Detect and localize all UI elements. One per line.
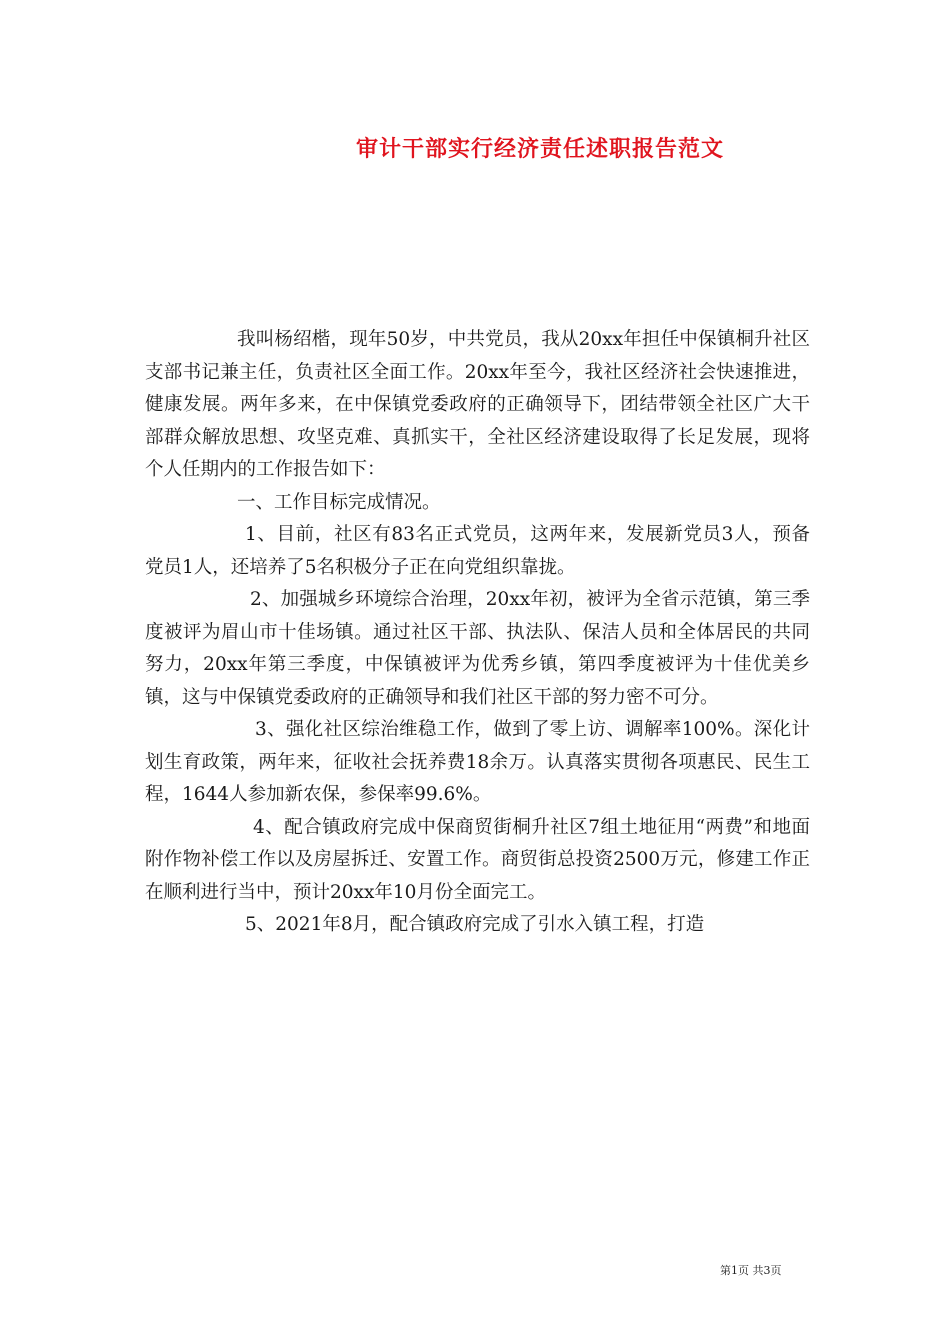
- paragraph-item-4: 4、配合镇政府完成中保商贸街桐升社区7组土地征用“两费”和地面附作物补偿工作以及房屋拆迁、安置工作。商贸街总投资2500万元，修建工作正在顺利进行当中，预计20xx年10月份全面完工。: [145, 816, 810, 903]
- paragraph-item-1: 1、目前，社区有83名正式党员，这两年来，发展新党员3人，预备党员1人，还培养了5名积极分子正在向党组织靠拢。: [145, 524, 810, 578]
- section-heading: 一、工作目标完成情况。: [237, 491, 441, 513]
- page-number: 第1页 共3页: [720, 1264, 782, 1277]
- paragraph-item-2: 2、加强城乡环境综合治理，20xx年初，被评为全省示范镇，第三季度被评为眉山市十佳场镇。通过社区干部、执法队、保洁人员和全体居民的共同努力，20xx年第三季度，中保镇被评为优秀乡镇，第四季度被评为十佳优美乡镇，这与中保镇党委政府的正确领导和我们社区干部的努力密不可分。: [145, 589, 810, 708]
- document-title: 审计干部实行经济责任述职报告范文: [355, 136, 724, 162]
- paragraph-item-5: 5、2021年8月，配合镇政府完成了引水入镇工程，打造: [245, 914, 705, 935]
- document-body: [145, 324, 810, 942]
- paragraph-intro: 我叫杨绍楷，现年50岁，中共党员，我从20xx年担任中保镇桐升社区支部书记兼主任，负责社区全面工作。20xx年至今，我社区经济社会快速推进，健康发展。两年多来，在中保镇党委政府的正确领导下，团结带领全社区广大干部群众解放思想、攻坚克难、真抓实干，全社区经济建设取得了长足发展，现将个人任期内的工作报告如下：: [145, 329, 810, 480]
- paragraph-item-3: 3、强化社区综治维稳工作，做到了零上访、调解率100%。深化计划生育政策，两年来，征收社会抚养费18余万。认真落实贯彻各项惠民、民生工程，1644人参加新农保，参保率99.6%。: [145, 719, 810, 805]
